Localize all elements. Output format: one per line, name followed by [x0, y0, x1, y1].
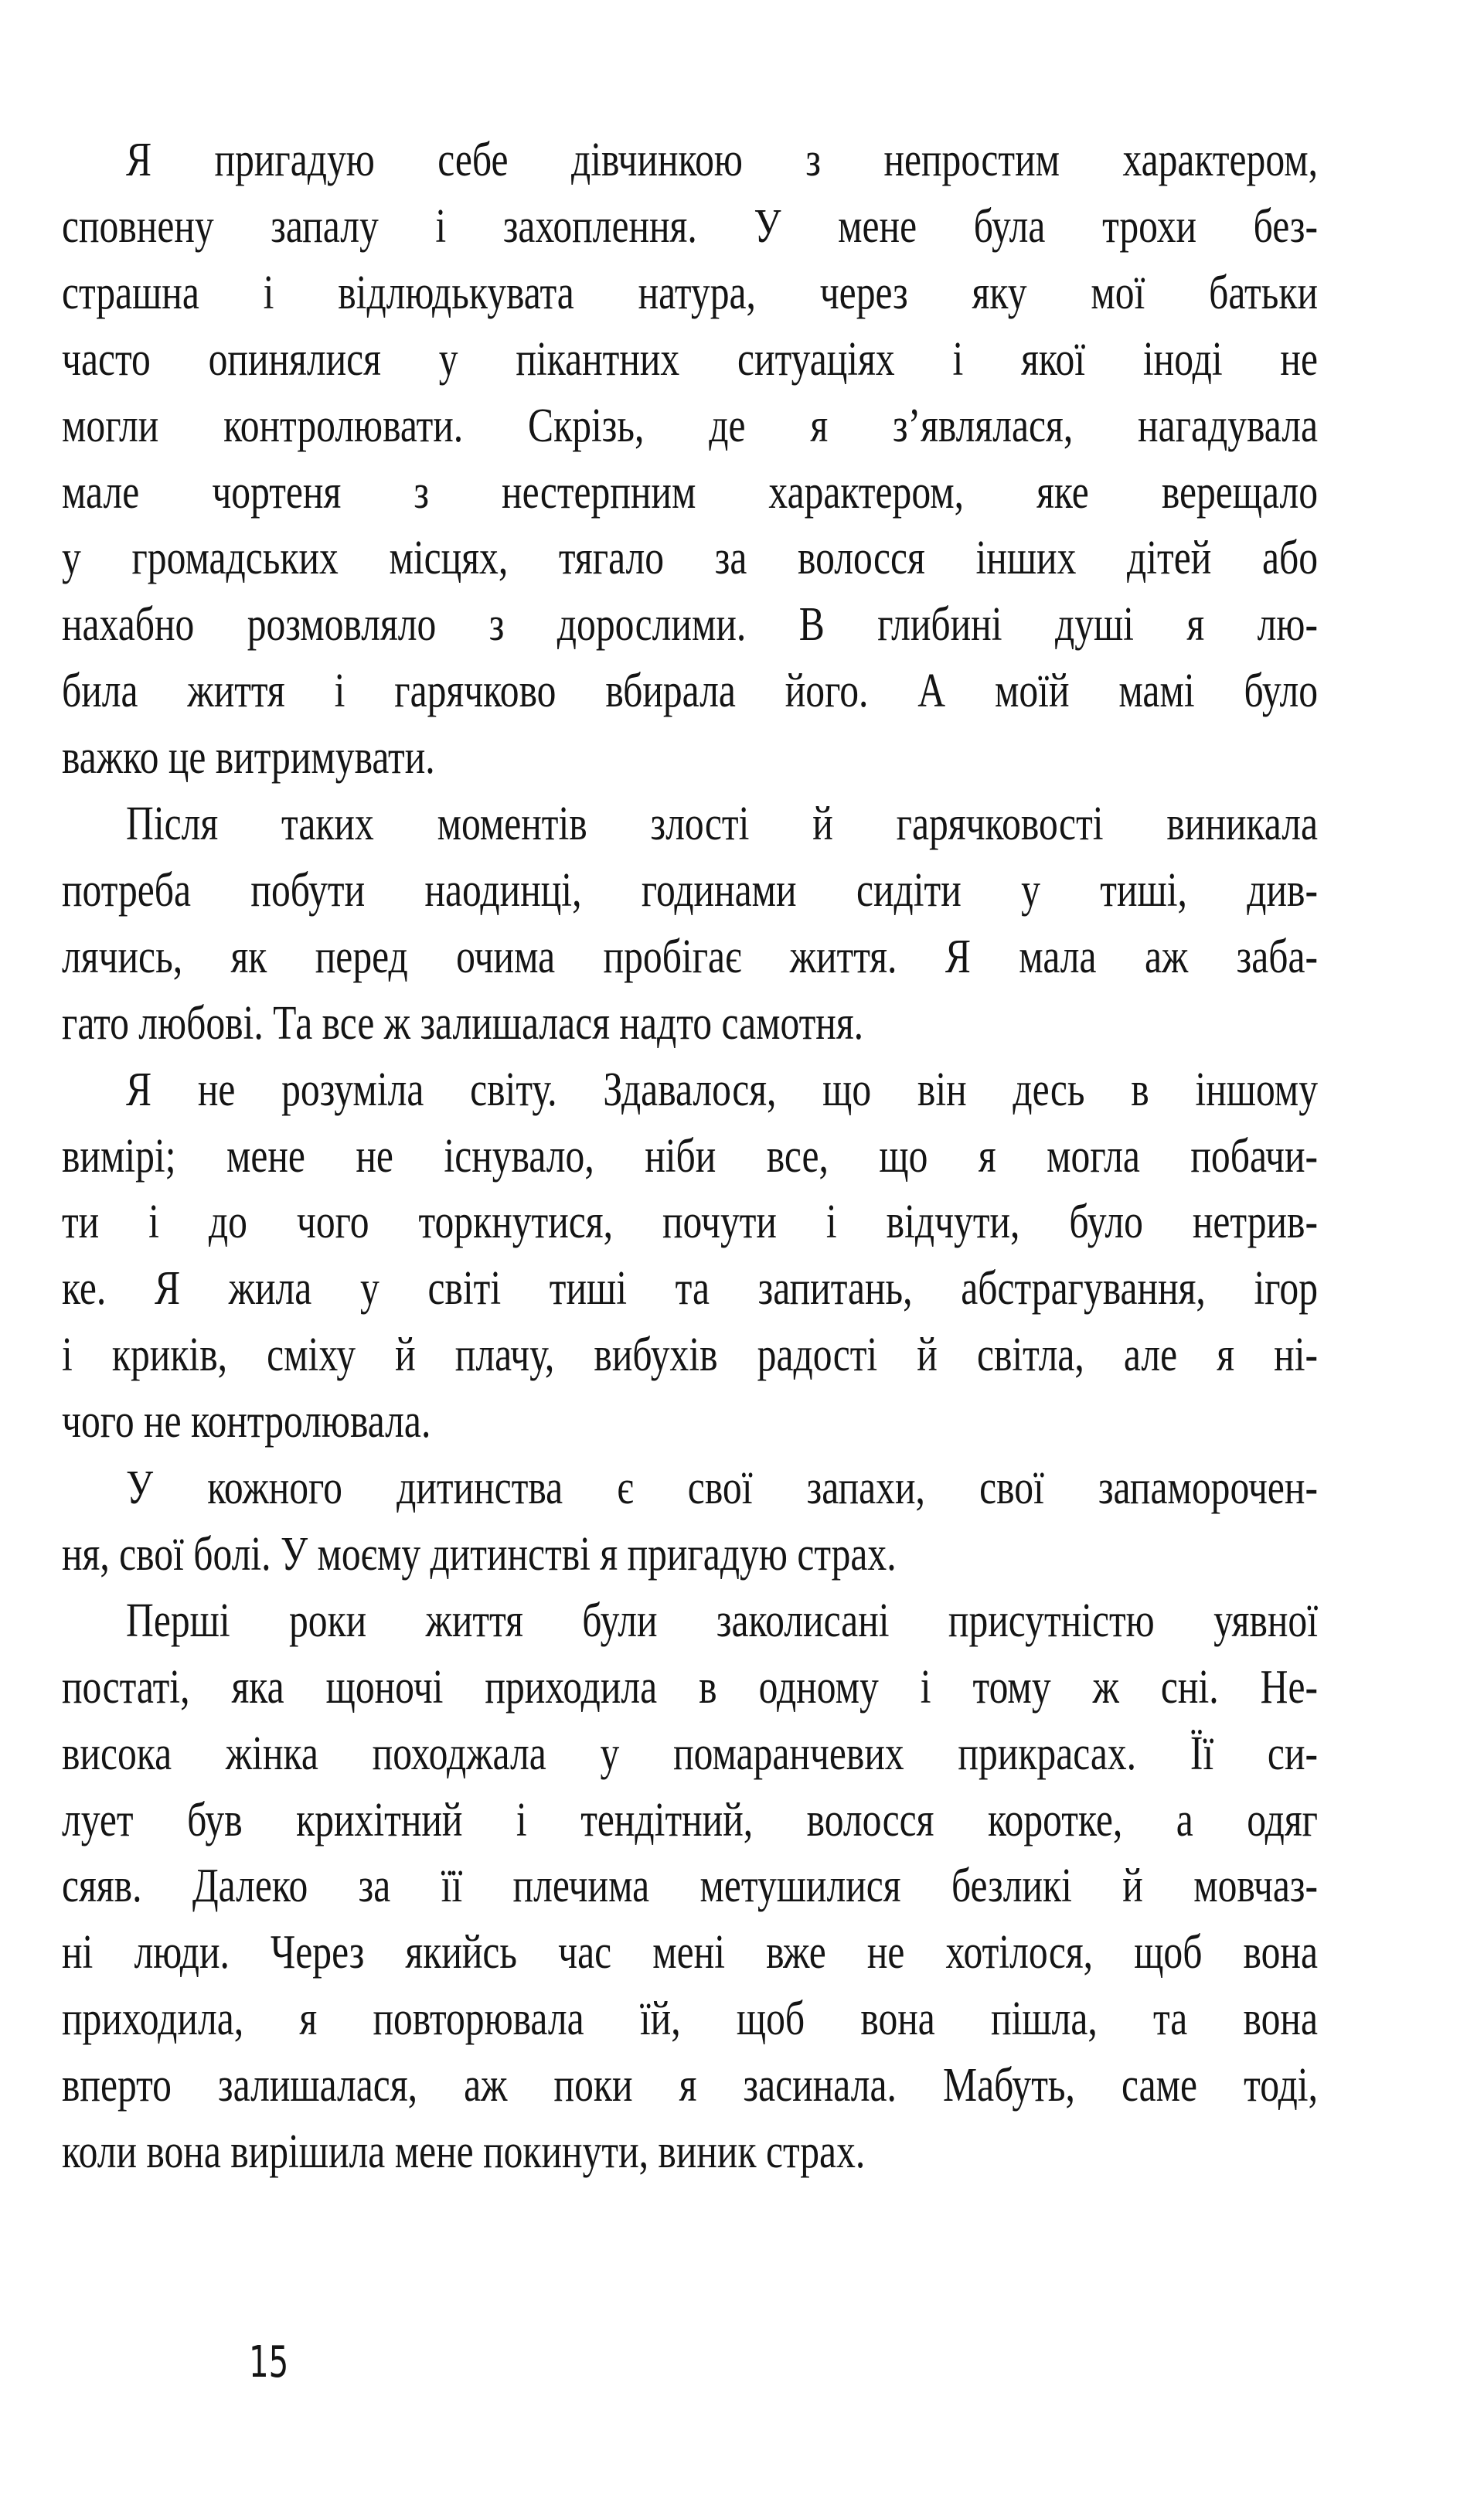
paragraph-line: [62, 658, 1318, 724]
paragraph-first-line: [126, 1588, 1318, 1654]
paragraph-line: [62, 459, 1318, 526]
paragraph-line: [62, 1720, 1318, 1787]
paragraph-line: [62, 1521, 897, 1588]
line-text: страшна і відлюдькувата натура, через яку мої батьки: [62, 266, 1318, 319]
line-text: Перші роки життя були заколисані присутністю уявної: [126, 1594, 1318, 1647]
line-text: нахабно розмовляло з дорослими. В глибині душі я лю-: [62, 598, 1318, 652]
paragraph-first-line: [126, 1455, 1318, 1521]
line-text: могли контролювати. Скрізь, де я з’являлася, нагадувала: [62, 399, 1318, 452]
paragraph-line: [62, 857, 1318, 924]
line-text: Я не розуміла світу. Здавалося, що він десь в іншому: [126, 1063, 1318, 1116]
paragraph-line: [62, 326, 1318, 393]
line-text: ти і до чого торкнутися, почути і відчути, було нетрив-: [62, 1196, 1318, 1249]
paragraph-first-line: [126, 791, 1318, 857]
line-text: ні люди. Через якийсь час мені вже не хотілося, щоб вона: [62, 1926, 1318, 1979]
line-text: постаті, яка щоночі приходила в одному і тому ж сні. Не-: [62, 1660, 1318, 1714]
line-text: мале чортеня з нестерпним характером, яке верещало: [62, 465, 1318, 519]
paragraph-line: [62, 1322, 1318, 1388]
page-number: 15: [249, 2337, 289, 2388]
line-text: лует був крихітний і тендітний, волосся коротке, а одяг: [62, 1793, 1318, 1846]
line-text: била життя і гарячково вбирала його. А моїй мамі було: [62, 665, 1318, 718]
paragraph-line: [62, 1853, 1318, 1919]
line-text: сповнену запалу і захоплення. У мене була трохи без-: [62, 199, 1318, 253]
paragraph-line: [62, 591, 1318, 658]
paragraph-line: [62, 990, 863, 1057]
line-text: Після таких моментів злості й гарячковості виникала: [126, 798, 1318, 850]
paragraph-line: [62, 1388, 431, 1455]
line-text: чого не контролювала.: [62, 1395, 431, 1448]
paragraph-line: [62, 393, 1318, 459]
line-text: Я пригадую себе дівчинкою з непростим характером,: [126, 134, 1318, 186]
line-text: ке. Я жила у світі тиші та запитань, абстрагування, ігор: [62, 1262, 1318, 1315]
paragraph-line: [62, 1654, 1318, 1720]
paragraph-line: [62, 1919, 1318, 1986]
line-text: висока жінка походжала у помаранчевих прикрасах. Її си-: [62, 1727, 1318, 1780]
paragraph-line: [62, 924, 1318, 990]
line-text: вперто залишалася, аж поки я засинала. Мабуть, саме тоді,: [62, 2059, 1318, 2112]
line-text: коли вона вирішила мене покинути, виник страх.: [62, 2126, 866, 2178]
paragraph-line: [62, 2052, 1318, 2119]
paragraph-line: [62, 1123, 1318, 1190]
line-text: лячись, як перед очима пробігає життя. Я мала аж заба-: [62, 930, 1318, 983]
line-text: потреба побути наодинці, годинами сидіти у тиші, див-: [62, 863, 1318, 917]
line-text: У кожного дитинства є свої запахи, свої запаморочен-: [126, 1462, 1318, 1514]
paragraph-first-line: [126, 127, 1318, 193]
paragraph-line: [62, 525, 1318, 591]
paragraph-line: [62, 724, 435, 791]
paragraph-first-line: [126, 1057, 1318, 1123]
paragraph-line: [62, 1189, 1318, 1255]
paragraph-line: [62, 2119, 865, 2185]
paragraph-line: [62, 1255, 1318, 1322]
line-text: важко це витримувати.: [62, 731, 435, 785]
line-text: часто опинялися у пікантних ситуаціях і якої іноді не: [62, 332, 1318, 386]
line-text: ня, свої болі. У моєму дитинстві я пригадую страх.: [62, 1527, 897, 1581]
line-text: сяяв. Далеко за її плечима метушилися безликі й мовчаз-: [62, 1860, 1318, 1913]
line-text: приходила, я повторювала їй, щоб вона пішла, та вона: [62, 1993, 1318, 2046]
paragraph-line: [62, 1787, 1318, 1853]
line-text: у громадських місцях, тягало за волосся інших дітей або: [62, 532, 1318, 585]
line-text: і криків, сміху й плачу, вибухів радості й світла, але я ні-: [62, 1329, 1318, 1382]
paragraph-line: [62, 1986, 1318, 2052]
paragraph-line: [62, 193, 1318, 260]
line-text: вимірі; мене не існувало, ніби все, що я могла побачи-: [62, 1129, 1318, 1183]
line-text: гато любові. Та все ж залишалася надто самотня.: [62, 996, 864, 1050]
paragraph-line: [62, 260, 1318, 326]
